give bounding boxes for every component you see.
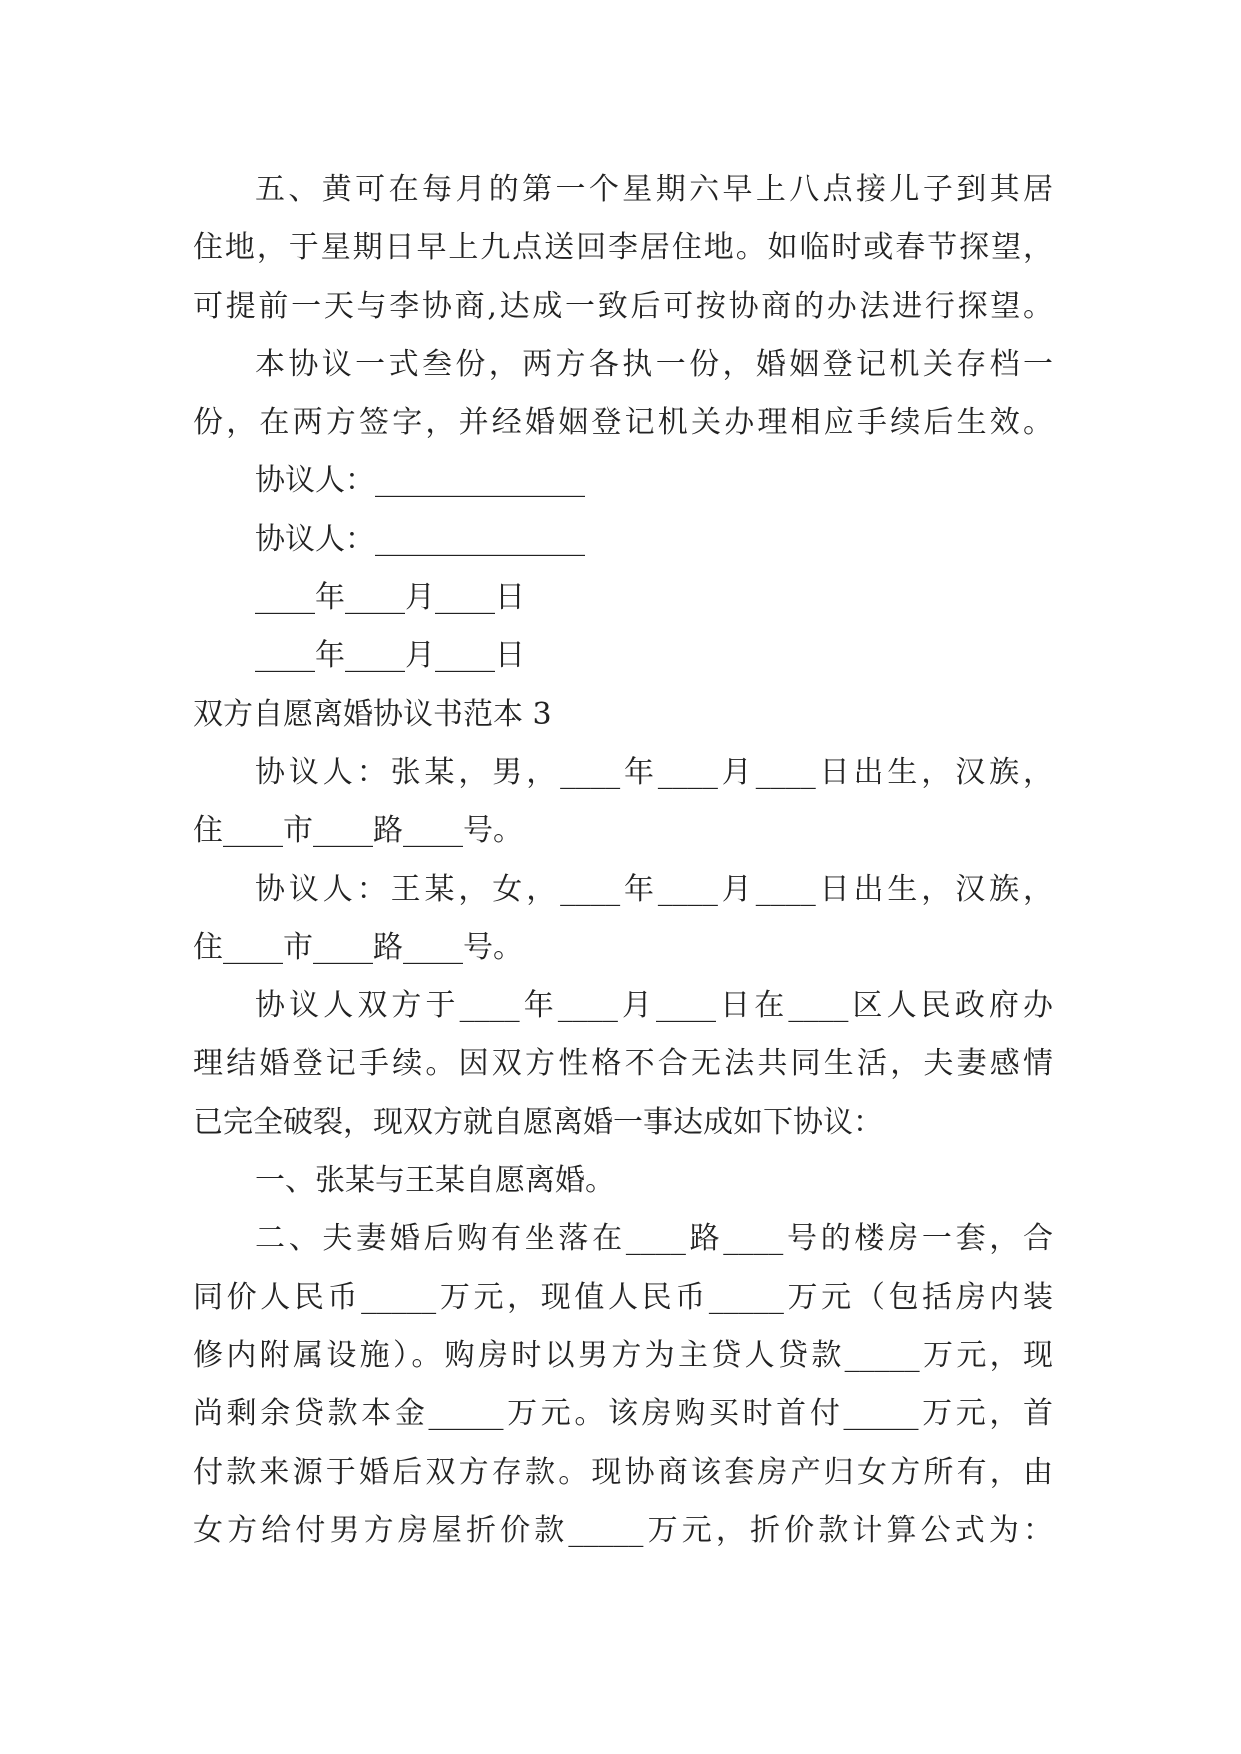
party-address-line: 住____市____路____号。 [193,813,523,849]
paragraph-line: 份，在两方签字，并经婚姻登记机关办理相应手续后生效。 [193,405,1053,441]
paragraph-line: 协议人双方于____年____月____日在____区人民政府办 [255,988,1053,1024]
clause-line: 二、夫妻婚后购有坐落在____路____号的楼房一套，合 [255,1221,1053,1257]
document-body [193,161,1053,1560]
paragraph-line: 付款来源于婚后双方存款。现协商该套房产归女方所有，由 [193,1454,1053,1490]
paragraph-line: 尚剩余贷款本金_____万元。该房购买时首付_____万元，首 [193,1396,1053,1432]
party-line: 协议人：张某，男，____年____月____日出生，汉族， [255,754,1053,790]
party-line: 协议人：王某，女，____年____月____日出生，汉族， [255,871,1053,907]
paragraph-line: 住地，于星期日早上九点送回李居住地。如临时或春节探望， [193,230,1053,266]
signature-line: 协议人：______________ [255,521,585,557]
paragraph-line: 同价人民币_____万元，现值人民币_____万元（包括房内装 [193,1279,1053,1315]
paragraph-line: 可提前一天与李协商,达成一致后可按协商的办法进行探望。 [193,288,1053,324]
party-address-line: 住____市____路____号。 [193,929,523,965]
signature-line: 协议人：______________ [255,463,585,499]
paragraph-line: 修内附属设施）。购房时以男方为主贷人贷款_____万元，现 [193,1337,1053,1373]
date-line: ____年____月____日 [255,580,525,616]
paragraph-line: 五、黄可在每月的第一个星期六早上八点接儿子到其居 [255,172,1053,207]
section-title: 双方自愿离婚协议书范本 3 [193,696,552,732]
paragraph-line: 理结婚登记手续。因双方性格不合无法共同生活，夫妻感情 [193,1046,1053,1082]
paragraph-line: 女方给付男方房屋折价款_____万元，折价款计算公式为： [193,1512,1053,1548]
paragraph-line: 已完全破裂，现双方就自愿离婚一事达成如下协议： [193,1104,883,1140]
paragraph-line: 本协议一式叁份，两方各执一份，婚姻登记机关存档一 [255,346,1053,382]
date-line: ____年____月____日 [255,638,525,674]
clause-line: 一、张某与王某自愿离婚。 [255,1163,615,1199]
